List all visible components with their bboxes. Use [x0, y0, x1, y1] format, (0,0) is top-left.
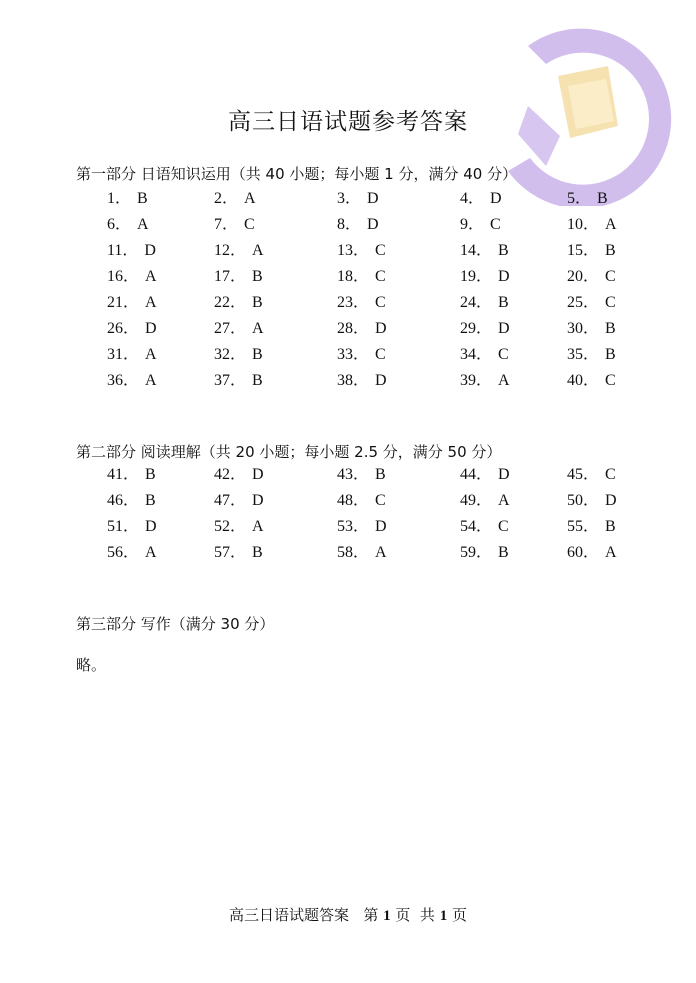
answer-item — [337, 372, 387, 390]
answer-letter: C — [498, 518, 509, 535]
question-number: 26 — [107, 320, 123, 337]
separator: ． — [583, 544, 600, 561]
answer-letter: C — [375, 268, 386, 285]
answer-item — [214, 216, 255, 234]
question-number: 1 — [107, 190, 115, 207]
answer-letter: A — [244, 190, 256, 207]
question-number: 32 — [214, 346, 230, 363]
separator: ． — [468, 190, 485, 207]
answer-item — [107, 190, 148, 208]
separator: ． — [583, 242, 600, 259]
answer-item — [460, 294, 509, 312]
answer-item — [107, 268, 157, 286]
answer-letter: B — [137, 190, 148, 207]
answer-letter: B — [252, 268, 263, 285]
answer-letter: B — [605, 518, 616, 535]
answer-item — [567, 492, 617, 510]
question-number: 27 — [214, 320, 230, 337]
separator: ． — [230, 320, 247, 337]
question-number: 14 — [460, 242, 476, 259]
answer-letter: B — [498, 294, 509, 311]
separator: ． — [115, 216, 132, 233]
separator: ． — [583, 346, 600, 363]
answer-item — [214, 268, 263, 286]
answer-item — [567, 320, 616, 338]
answer-letter: B — [252, 544, 263, 561]
answer-item — [567, 268, 616, 286]
separator: ． — [353, 544, 370, 561]
answer-letter: A — [137, 216, 149, 233]
answer-item — [337, 518, 387, 536]
question-number: 49 — [460, 492, 476, 509]
answer-item — [460, 190, 502, 208]
question-number: 60 — [567, 544, 583, 561]
answer-item — [337, 346, 386, 364]
separator: ． — [476, 466, 493, 483]
answer-letter: A — [605, 216, 617, 233]
section-2-heading: 第二部分 阅读理解（共 20 小题；每小题 2.5 分，满分 50 分） — [76, 443, 502, 461]
question-number: 47 — [214, 492, 230, 509]
answer-letter: C — [375, 346, 386, 363]
separator: ． — [575, 190, 592, 207]
question-number: 36 — [107, 372, 123, 389]
answer-item — [337, 544, 387, 562]
question-number: 24 — [460, 294, 476, 311]
separator: ． — [222, 190, 239, 207]
answer-item — [460, 372, 510, 390]
footer-middle: 页 共 — [390, 906, 440, 924]
question-number: 34 — [460, 346, 476, 363]
answer-letter: B — [145, 492, 156, 509]
answer-item — [214, 242, 264, 260]
question-number: 4 — [460, 190, 468, 207]
answer-letter: D — [490, 190, 502, 207]
answer-letter: B — [597, 190, 608, 207]
answer-letter: D — [145, 518, 157, 535]
answer-item — [107, 372, 157, 390]
question-number: 38 — [337, 372, 353, 389]
answer-letter: D — [605, 492, 617, 509]
answer-item — [460, 346, 509, 364]
question-number: 9 — [460, 216, 468, 233]
answer-letter: B — [375, 466, 386, 483]
answer-item — [460, 320, 510, 338]
answer-letter: A — [145, 544, 157, 561]
answer-letter: B — [252, 372, 263, 389]
question-number: 22 — [214, 294, 230, 311]
separator: ． — [476, 294, 493, 311]
answer-item — [460, 518, 509, 536]
separator: ． — [230, 518, 247, 535]
answer-item — [460, 268, 510, 286]
separator: ． — [123, 268, 140, 285]
answer-letter: B — [145, 466, 156, 483]
answer-item — [214, 294, 263, 312]
separator: ． — [583, 268, 600, 285]
question-number: 35 — [567, 346, 583, 363]
answer-letter: D — [375, 518, 387, 535]
question-number: 57 — [214, 544, 230, 561]
question-number: 37 — [214, 372, 230, 389]
separator: ． — [222, 216, 239, 233]
page-footer — [0, 904, 696, 925]
answer-item — [214, 544, 263, 562]
question-number: 54 — [460, 518, 476, 535]
question-number: 52 — [214, 518, 230, 535]
separator: ． — [476, 346, 493, 363]
separator: ． — [476, 320, 493, 337]
separator: ． — [353, 294, 370, 311]
separator: ． — [230, 294, 247, 311]
separator: ． — [123, 294, 140, 311]
answer-letter: B — [605, 346, 616, 363]
question-number: 59 — [460, 544, 476, 561]
answer-letter: B — [252, 346, 263, 363]
answer-letter: B — [605, 242, 616, 259]
separator: ． — [353, 492, 370, 509]
answer-item — [567, 294, 616, 312]
separator: ． — [583, 518, 600, 535]
question-number: 5 — [567, 190, 575, 207]
answer-letter: C — [605, 466, 616, 483]
answer-item — [337, 466, 386, 484]
question-number: 21 — [107, 294, 123, 311]
question-number: 25 — [567, 294, 583, 311]
answer-item — [107, 518, 157, 536]
separator: ． — [583, 294, 600, 311]
answer-item — [567, 190, 608, 208]
answer-item — [337, 216, 379, 234]
answer-item — [337, 242, 386, 260]
answer-item — [567, 372, 616, 390]
answer-letter: D — [367, 216, 379, 233]
separator: ． — [123, 518, 140, 535]
answer-letter: C — [605, 268, 616, 285]
question-number: 45 — [567, 466, 583, 483]
separator: ． — [123, 544, 140, 561]
answer-letter: A — [145, 294, 157, 311]
answer-item — [107, 216, 149, 234]
separator: ． — [353, 242, 370, 259]
answer-item — [567, 466, 616, 484]
question-number: 40 — [567, 372, 583, 389]
answer-letter: A — [498, 372, 510, 389]
separator: ． — [123, 492, 140, 509]
separator: ． — [476, 544, 493, 561]
answer-item — [460, 492, 510, 510]
separator: ． — [353, 346, 370, 363]
answer-letter: B — [605, 320, 616, 337]
answer-item — [107, 242, 156, 260]
separator: ． — [476, 492, 493, 509]
answer-item — [107, 466, 156, 484]
footer-total-pages: 1 — [439, 908, 448, 924]
separator: ． — [353, 320, 370, 337]
question-number: 42 — [214, 466, 230, 483]
answer-item — [337, 294, 386, 312]
question-number: 58 — [337, 544, 353, 561]
answer-item — [337, 190, 379, 208]
answer-letter: A — [252, 518, 264, 535]
answer-letter: A — [145, 346, 157, 363]
answer-item — [337, 492, 386, 510]
answer-letter: A — [252, 320, 264, 337]
question-number: 15 — [567, 242, 583, 259]
answer-letter: D — [498, 268, 510, 285]
question-number: 39 — [460, 372, 476, 389]
section-3-heading: 第三部分 写作（满分 30 分） — [76, 615, 275, 633]
answer-item — [567, 518, 616, 536]
answer-item — [460, 242, 509, 260]
answer-item — [107, 346, 157, 364]
answer-letter: C — [375, 492, 386, 509]
answer-letter: D — [144, 242, 156, 259]
question-number: 50 — [567, 492, 583, 509]
question-number: 28 — [337, 320, 353, 337]
answer-item — [107, 320, 157, 338]
answer-letter: B — [498, 242, 509, 259]
separator: ． — [476, 242, 493, 259]
question-number: 8 — [337, 216, 345, 233]
question-number: 30 — [567, 320, 583, 337]
answer-letter: C — [498, 346, 509, 363]
question-number: 31 — [107, 346, 123, 363]
answer-item — [214, 518, 264, 536]
question-number: 12 — [214, 242, 230, 259]
answer-item — [460, 544, 509, 562]
answer-letter: C — [490, 216, 501, 233]
separator: ． — [230, 466, 247, 483]
answer-item — [107, 492, 156, 510]
answer-letter: D — [498, 320, 510, 337]
answer-letter: A — [375, 544, 387, 561]
answer-letter: B — [252, 294, 263, 311]
separator: ． — [468, 216, 485, 233]
separator: ． — [122, 242, 139, 259]
question-number: 44 — [460, 466, 476, 483]
answer-item — [107, 544, 157, 562]
answer-letter: D — [252, 466, 264, 483]
separator: ． — [583, 466, 600, 483]
separator: ． — [230, 492, 247, 509]
question-number: 33 — [337, 346, 353, 363]
footer-prefix: 高三日语试题答案 第 — [229, 906, 384, 924]
separator: ． — [353, 372, 370, 389]
question-number: 13 — [337, 242, 353, 259]
separator: ． — [230, 268, 247, 285]
answer-item — [214, 190, 256, 208]
separator: ． — [123, 372, 140, 389]
separator: ． — [123, 346, 140, 363]
footer-page-number: 1 — [383, 908, 391, 924]
question-number: 3 — [337, 190, 345, 207]
question-number: 51 — [107, 518, 123, 535]
question-number: 53 — [337, 518, 353, 535]
answer-letter: A — [605, 544, 617, 561]
separator: ． — [353, 518, 370, 535]
separator: ． — [230, 346, 247, 363]
separator: ． — [583, 216, 600, 233]
answer-item — [567, 544, 617, 562]
answer-letter: C — [244, 216, 255, 233]
separator: ． — [345, 190, 362, 207]
separator: ． — [115, 190, 132, 207]
answer-item — [567, 242, 616, 260]
answer-letter: D — [375, 320, 387, 337]
answer-item — [567, 346, 616, 364]
question-number: 18 — [337, 268, 353, 285]
separator: ． — [230, 372, 247, 389]
answer-letter: A — [145, 372, 157, 389]
answer-item — [214, 492, 264, 510]
separator: ． — [583, 372, 600, 389]
answer-item — [214, 320, 264, 338]
question-number: 16 — [107, 268, 123, 285]
page-title: 高三日语试题参考答案 — [228, 109, 468, 135]
answer-item — [337, 320, 387, 338]
answer-letter: B — [498, 544, 509, 561]
question-number: 20 — [567, 268, 583, 285]
separator: ． — [476, 268, 493, 285]
question-number: 19 — [460, 268, 476, 285]
question-number: 29 — [460, 320, 476, 337]
question-number: 2 — [214, 190, 222, 207]
section-1-heading: 第一部分 日语知识运用（共 40 小题；每小题 1 分，满分 40 分） — [76, 165, 518, 183]
answer-letter: D — [367, 190, 379, 207]
separator: ． — [123, 320, 140, 337]
answer-letter: D — [498, 466, 510, 483]
answer-letter: A — [252, 242, 264, 259]
answer-letter: A — [145, 268, 157, 285]
question-number: 23 — [337, 294, 353, 311]
answer-letter: C — [605, 294, 616, 311]
answer-item — [460, 466, 510, 484]
separator: ． — [230, 242, 247, 259]
question-number: 48 — [337, 492, 353, 509]
question-number: 56 — [107, 544, 123, 561]
answer-letter: C — [375, 294, 386, 311]
separator: ． — [476, 372, 493, 389]
footer-suffix: 页 — [447, 906, 467, 924]
answer-letter: D — [145, 320, 157, 337]
answer-letter: D — [375, 372, 387, 389]
answer-letter: C — [375, 242, 386, 259]
answer-item — [214, 346, 263, 364]
separator: ． — [583, 320, 600, 337]
answer-letter: C — [605, 372, 616, 389]
question-number: 17 — [214, 268, 230, 285]
question-number: 41 — [107, 466, 123, 483]
question-number: 10 — [567, 216, 583, 233]
separator: ． — [353, 268, 370, 285]
answer-item — [460, 216, 501, 234]
question-number: 46 — [107, 492, 123, 509]
separator: ． — [345, 216, 362, 233]
answer-letter: D — [252, 492, 264, 509]
separator: ． — [476, 518, 493, 535]
answer-item — [214, 372, 263, 390]
answer-letter: A — [498, 492, 510, 509]
answer-item — [107, 294, 157, 312]
question-number: 6 — [107, 216, 115, 233]
separator: ． — [583, 492, 600, 509]
separator: ． — [353, 466, 370, 483]
question-number: 43 — [337, 466, 353, 483]
separator: ． — [230, 544, 247, 561]
answer-item — [337, 268, 386, 286]
answer-item — [567, 216, 617, 234]
writing-answer: 略。 — [76, 656, 107, 674]
question-number: 55 — [567, 518, 583, 535]
question-number: 11 — [107, 242, 123, 259]
separator: ． — [123, 466, 140, 483]
question-number: 7 — [214, 216, 222, 233]
answer-item — [214, 466, 264, 484]
